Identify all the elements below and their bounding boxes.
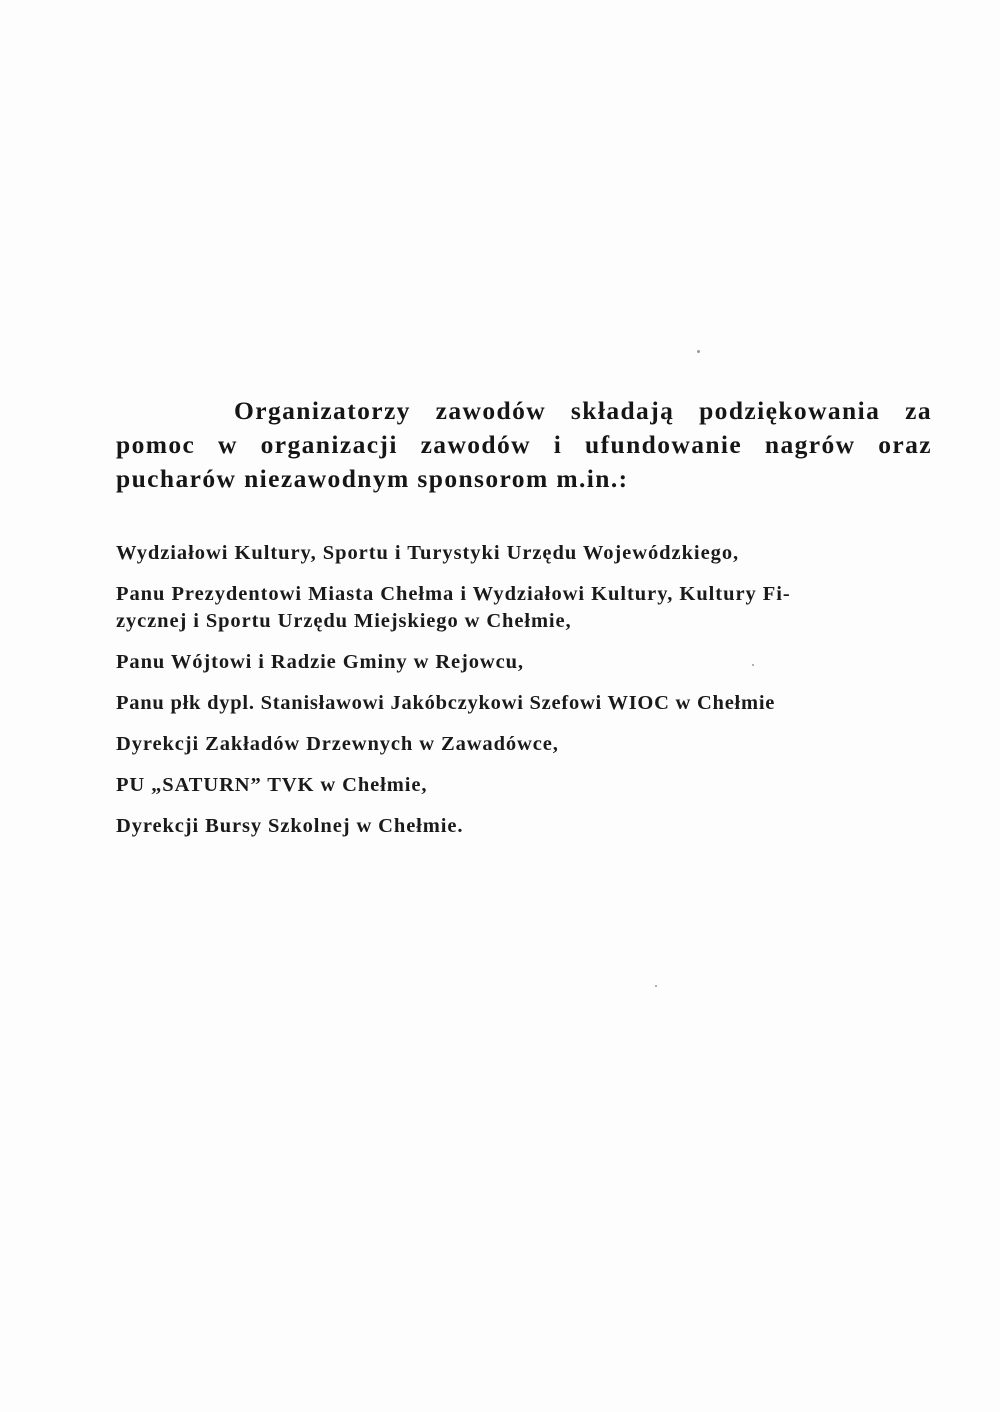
sponsor-line: zycznej i Sportu Urzędu Miejskiego w Chełmie, (116, 610, 572, 632)
sponsor-line: Panu Prezydentowi Miasta Chełma i Wydziałowi Kultury, Kultury Fi- (116, 583, 791, 605)
acknowledgement-intro: Organizatorzy zawodów składają podziękowania za pomoc w organizacji zawodów i ufundowanie nagrów oraz pucharów niezawodnym sponsorom m.in.: (116, 396, 932, 493)
sponsor-line: Wydziałowi Kultury, Sportu i Turystyki Urzędu Wojewódzkiego, (116, 542, 740, 564)
sponsor-line: Panu Wójtowi i Radzie Gminy w Rejowcu, (116, 651, 524, 673)
scan-speck (655, 985, 657, 987)
scan-speck (697, 350, 700, 353)
sponsor-line: Dyrekcji Bursy Szkolnej w Chełmie. (116, 815, 464, 837)
sponsor-line: PU „SATURN” TVK w Chełmie, (116, 774, 428, 796)
sponsor-line: Dyrekcji Zakładów Drzewnych w Zawadówce, (116, 733, 559, 755)
sponsor-list (116, 540, 932, 854)
sponsor-line: Panu płk dypl. Stanisławowi Jakóbczykowi Szefowi WIOC w Chełmie (116, 692, 776, 714)
